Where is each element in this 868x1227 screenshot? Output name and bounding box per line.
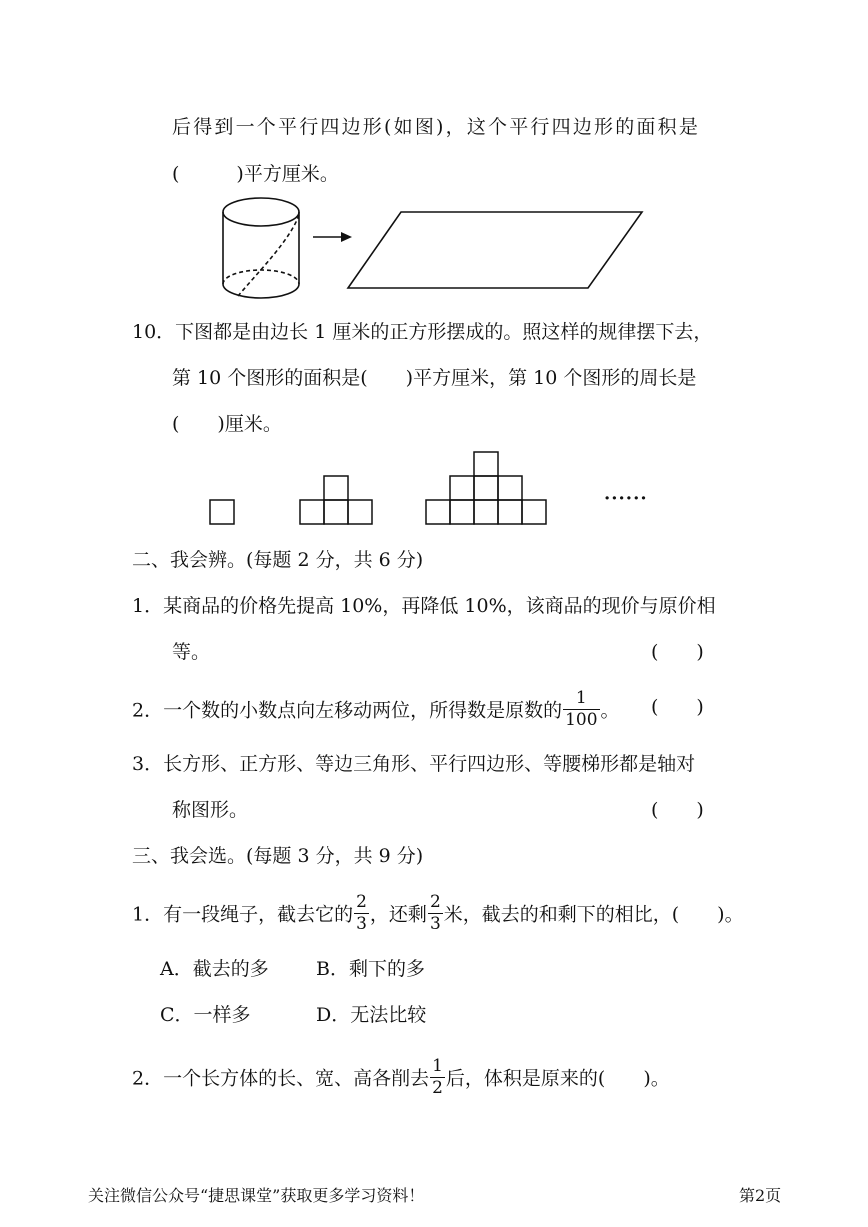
q10-line1: 10．下图都是由边长 1 厘米的正方形摆成的。照这样的规律摆下去， <box>132 321 713 343</box>
s3-q1-option-b[interactable]: B．剩下的多 <box>316 958 425 980</box>
s2-q1-line2: 等。 <box>172 641 211 663</box>
fraction-denominator: 100 <box>565 710 598 730</box>
s2-q1-answer-paren[interactable]: ( ) <box>651 641 704 663</box>
fraction-1-2 <box>430 1058 445 1097</box>
fraction-numerator: 1 <box>432 1056 443 1076</box>
page-number: 第2页 <box>739 1186 782 1205</box>
s3-q1-option-a[interactable]: A．截去的多 <box>160 958 269 980</box>
s3-q1-text-a: 1．有一段绳子，截去它的 <box>132 903 354 926</box>
fraction-denominator: 2 <box>432 1078 443 1098</box>
fraction-2-3-first <box>354 894 369 933</box>
fraction-numerator: 1 <box>575 688 587 708</box>
s3-q1-option-c[interactable]: C．一样多 <box>160 1004 251 1026</box>
fraction-denominator: 3 <box>429 914 441 934</box>
s3-q2-text-a: 2．一个长方体的长、宽、高各削去 <box>132 1067 430 1090</box>
s3-q1-option-d[interactable]: D．无法比较 <box>316 1004 427 1026</box>
s3-q2 <box>132 1056 670 1099</box>
fraction-1-100 <box>563 690 599 729</box>
q10-line3: ( )厘米。 <box>172 413 282 435</box>
s3-q1 <box>132 892 744 935</box>
fraction-numerator: 2 <box>356 892 367 912</box>
continuation-dots: ······ <box>604 488 648 509</box>
section3-header: 三、我会选。(每题 3 分，共 9 分) <box>132 845 424 867</box>
s2-q3-line2: 称图形。 <box>172 799 249 821</box>
s2-q2 <box>132 688 620 731</box>
fraction-2-3-second <box>428 894 443 933</box>
q10-line2: 第 10 个图形的面积是( )平方厘米，第 10 个图形的周长是 <box>172 367 697 389</box>
s3-q2-text-b: 后，体积是原来的( )。 <box>445 1067 670 1090</box>
s3-q1-text-c: 米，截去的和剩下的相比，( )。 <box>443 903 744 926</box>
s2-q3-answer-paren[interactable]: ( ) <box>651 799 704 821</box>
q9-line2: ( )平方厘米。 <box>172 163 339 185</box>
q9-line1: 后得到一个平行四边形(如图)，这个平行四边形的面积是 <box>172 116 701 138</box>
s2-q2-text: 2．一个数的小数点向左移动两位，所得数是原数的 <box>132 699 563 722</box>
s2-q2-end: 。 <box>600 699 620 722</box>
footer-promo: 关注微信公众号“捷思课堂”获取更多学习资料！ <box>88 1186 425 1205</box>
section2-header: 二、我会辨。(每题 2 分，共 6 分) <box>132 549 424 571</box>
s2-q1-line1: 1．某商品的价格先提高 10%，再降低 10%，该商品的现价与原价相 <box>132 595 716 617</box>
fraction-denominator: 3 <box>356 914 367 934</box>
s2-q2-answer-paren[interactable]: ( ) <box>651 696 704 718</box>
s2-q3-line1: 3．长方形、正方形、等边三角形、平行四边形、等腰梯形都是轴对 <box>132 753 696 775</box>
s3-q1-text-b: ，还剩 <box>369 903 427 926</box>
fraction-numerator: 2 <box>429 892 441 912</box>
